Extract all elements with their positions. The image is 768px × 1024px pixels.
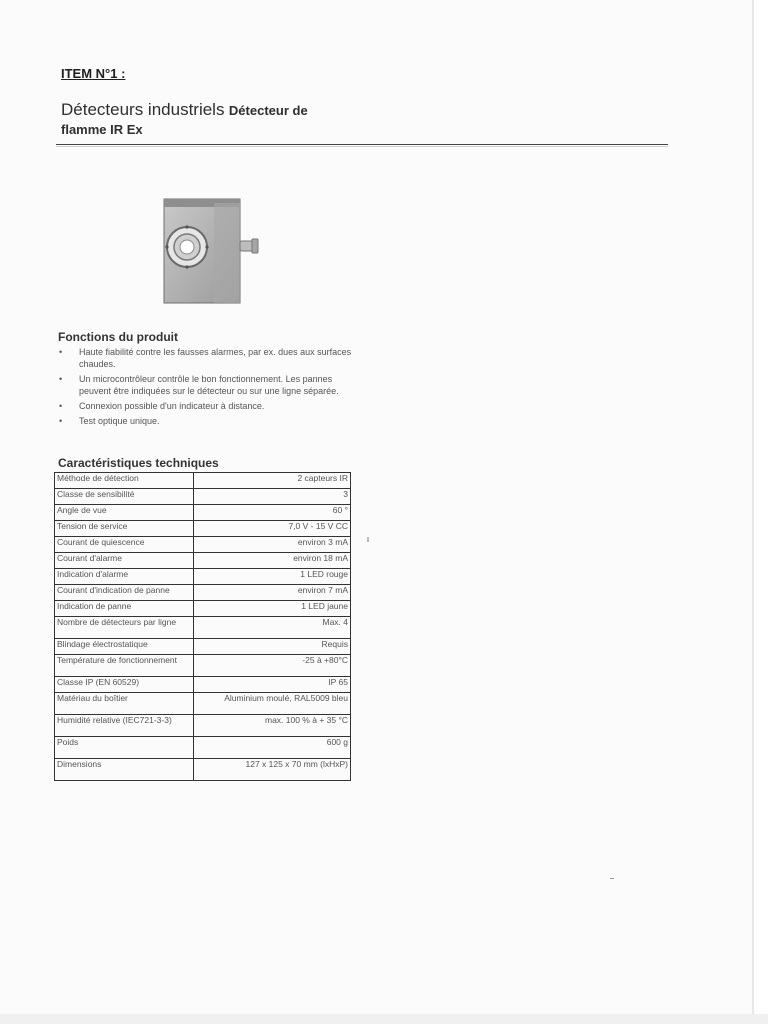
spec-value: 2 capteurs IR (194, 473, 351, 489)
spec-label: Courant d'alarme (55, 553, 194, 569)
bullet-text: Connexion possible d'un indicateur à distance. (79, 401, 265, 411)
spec-label: Matériau du boîtier (55, 693, 194, 715)
spec-value: Max. 4 (194, 617, 351, 639)
spec-value: 7,0 V - 15 V CC (194, 521, 351, 537)
spec-label: Indication de panne (55, 601, 194, 617)
table-row (55, 601, 351, 617)
spec-label: Classe de sensibilité (55, 489, 194, 505)
table-row (55, 639, 351, 655)
spec-label: Indication d'alarme (55, 569, 194, 585)
scan-artifact (610, 878, 614, 879)
spec-label: Humidité relative (IEC721-3-3) (55, 715, 194, 737)
spec-value: environ 3 mA (194, 537, 351, 553)
title-divider (56, 144, 668, 145)
scan-artifact (367, 537, 369, 542)
table-row (55, 759, 351, 781)
table-row (55, 489, 351, 505)
spec-label: Méthode de détection (55, 473, 194, 489)
spec-label: Blindage électrostatique (55, 639, 194, 655)
list-item (58, 373, 358, 397)
spec-value: environ 18 mA (194, 553, 351, 569)
spec-value: Requis (194, 639, 351, 655)
scan-bottom-edge (0, 1014, 768, 1024)
table-row (55, 473, 351, 489)
spec-value: IP 65 (194, 677, 351, 693)
table-row (55, 553, 351, 569)
spec-value: 60 ° (194, 505, 351, 521)
table-row (55, 715, 351, 737)
table-row (55, 537, 351, 553)
functions-list (58, 346, 358, 430)
spec-label: Classe IP (EN 60529) (55, 677, 194, 693)
bullet-icon: • (59, 347, 63, 357)
spec-value: environ 7 mA (194, 585, 351, 601)
spec-value: -25 à +80°C (194, 655, 351, 677)
table-row (55, 585, 351, 601)
title-divider-shadow (56, 146, 668, 147)
table-row (55, 677, 351, 693)
spec-value: 127 x 125 x 70 mm (lxHxP) (194, 759, 351, 781)
item-heading: ITEM N°1 : (61, 66, 126, 81)
bullet-icon: • (59, 374, 63, 384)
table-row (55, 693, 351, 715)
functions-heading: Fonctions du produit (58, 330, 178, 344)
spec-value: 1 LED jaune (194, 601, 351, 617)
spec-label: Température de fonctionnement (55, 655, 194, 677)
specs-heading: Caractéristiques techniques (58, 456, 219, 470)
bullet-text: Test optique unique. (79, 416, 160, 426)
spec-label: Tension de service (55, 521, 194, 537)
spec-label: Angle de vue (55, 505, 194, 521)
title-main: Détecteurs industriels (61, 100, 225, 119)
spec-label: Courant de quiescence (55, 537, 194, 553)
table-row (55, 655, 351, 677)
spec-value: 1 LED rouge (194, 569, 351, 585)
list-item (58, 346, 358, 370)
spec-label: Poids (55, 737, 194, 759)
spec-value: Aluminium moulé, RAL5009 bleu (194, 693, 351, 715)
specs-table (54, 472, 351, 781)
flame-detector-image (160, 195, 260, 307)
table-row (55, 737, 351, 759)
bullet-text: Haute fiabilité contre les fausses alarmes, par ex. dues aux surfaces chaudes. (79, 347, 352, 369)
spec-label: Dimensions (55, 759, 194, 781)
list-item (58, 415, 358, 427)
bullet-icon: • (59, 416, 63, 426)
title-sub-part1: Détecteur de (228, 103, 308, 118)
spec-label: Courant d'indication de panne (55, 585, 194, 601)
spec-value: max. 100 % à + 35 °C (194, 715, 351, 737)
spec-value: 600 g (194, 737, 351, 759)
spec-label: Nombre de détecteurs par ligne (55, 617, 194, 639)
document-title (61, 100, 401, 139)
table-row (55, 521, 351, 537)
title-sub-part2: flamme IR Ex (61, 122, 143, 137)
bullet-icon: • (59, 401, 63, 411)
spec-value: 3 (194, 489, 351, 505)
table-row (55, 617, 351, 639)
bullet-text: Un microcontrôleur contrôle le bon fonctionnement. Les pannes peuvent être indiquées sur le détecteur ou sur une ligne séparée. (79, 374, 339, 396)
list-item (58, 400, 358, 412)
table-row (55, 569, 351, 585)
table-row (55, 505, 351, 521)
